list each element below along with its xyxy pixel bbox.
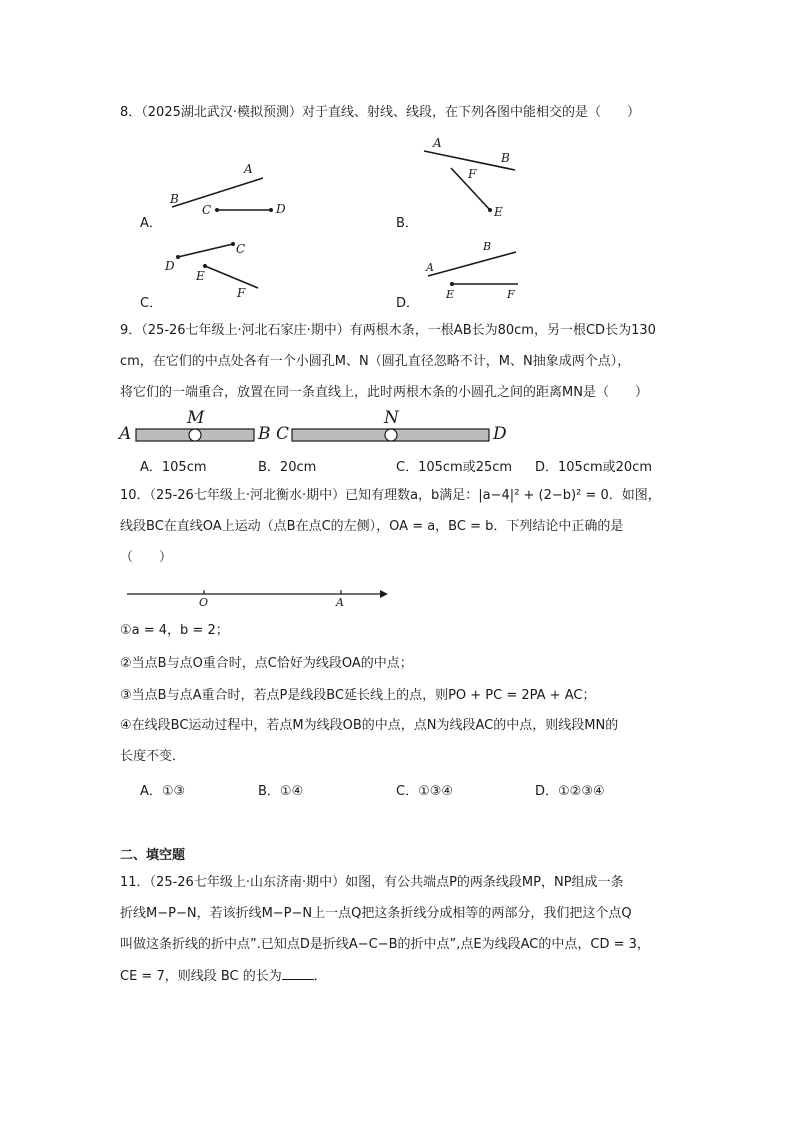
q11-line4-text: CE = 7，则线段 BC 的长为 [120, 969, 282, 984]
q9-line1: 9．（25-26七年级上·河北石家庄·期中）有两根木条，一根AB长为80cm，另一根CD长为130 [120, 323, 656, 338]
q8d-label-a: A [426, 261, 434, 274]
q9-line2: cm，在它们的中点处各有一个小圆孔M、N（圆孔直径忽略不计，M、N抽象成两个点）， [120, 354, 631, 369]
q11-line1: 11．（25-26七年级上·山东济南·期中）如图，有公共端点P的两条线段MP，NP组成一条 [120, 875, 624, 890]
q9-label-n: N [384, 408, 399, 428]
q8a-label-d: D [276, 202, 286, 216]
q9-option-b: B．20cm [258, 460, 317, 475]
q9-option-a: A．105cm [140, 460, 207, 475]
q10-option-b: B．①④ [258, 784, 304, 799]
q10-line3: （ ） [120, 550, 173, 565]
q9-option-d: D．105cm或20cm [535, 460, 652, 475]
answer-blank[interactable] [282, 967, 314, 980]
q10-line2: 线段BC在直线OA上运动（点B在点C的左侧），OA = a，BC = b．下列结论中正确的是 [120, 519, 624, 534]
q10-option-a: A．①③ [140, 784, 186, 799]
q11-line4-end: ． [313, 969, 327, 984]
q8c-label-d: D [165, 259, 175, 273]
q8b-label-f: F [468, 167, 477, 181]
section-title: 二、填空题 [120, 848, 186, 863]
q10-statement-3: ③当点B与点A重合时，若点P是线段BC延长线上的点，则PO + PC = 2PA + AC； [120, 688, 596, 703]
q8d-label-b: B [483, 240, 492, 253]
q10-option-d: D．①②③④ [535, 784, 605, 799]
q9-label-a: A [119, 424, 132, 444]
q8-option-a: A． [140, 216, 162, 231]
q10-label-o: O [199, 596, 209, 609]
q8b-label-b: B [501, 151, 510, 165]
q9-label-c: C [276, 424, 290, 444]
q8a-label-c: C [202, 203, 212, 217]
q8-option-c: C． [140, 296, 163, 311]
q9-label-d: D [493, 424, 507, 444]
q8a-label-b: B [170, 192, 179, 206]
q10-line1: 10．（25-26七年级上·河北衡水·期中）已知有理数a，b满足：|a−4|² + (2−b)² = 0．如图， [120, 488, 661, 503]
q9-label-b: B [258, 424, 271, 444]
q11-line2: 折线M−P−N，若该折线M−P−N上一点Q把这条折线分成相等的两部分，我们把这个点Q [120, 906, 632, 921]
q8-option-d: D． [396, 296, 420, 311]
q10-statement-4: ④在线段BC运动过程中，若点M为线段OB的中点，点N为线段AC的中点，则线段MN的 [120, 718, 619, 733]
q8d-label-e: E [446, 288, 455, 301]
q8d-label-f: F [507, 288, 515, 301]
q10-statement-2: ②当点B与点O重合时，点C恰好为线段OA的中点； [120, 656, 413, 671]
q10-option-c: C．①③④ [396, 784, 454, 799]
q8b-label-e: E [494, 205, 503, 219]
q11-line4 [120, 967, 327, 986]
q9-option-c: C．105cm或25cm [396, 460, 513, 475]
q8c-label-c: C [236, 242, 246, 256]
q8-stem: 8．（2025湖北武汉·模拟预测）对于直线、射线、线段，在下列各图中能相交的是（ ） [120, 105, 640, 120]
q8c-label-f: F [237, 286, 246, 300]
q8c-label-e: E [196, 269, 205, 283]
q11-line3: 叫做这条折线的折中点”.已知点D是折线A−C−B的折中点”,点E为线段AC的中点，CD = 3， [120, 937, 650, 952]
q9-label-m: M [187, 408, 205, 428]
q10-arrow [380, 590, 388, 598]
q10-statement-4-cont: 长度不变． [120, 749, 186, 764]
q10-label-a: A [336, 596, 344, 609]
q8a-label-a: A [244, 162, 253, 176]
q8b-label-a: A [433, 136, 442, 150]
q8-option-b: B． [396, 216, 418, 231]
q9-line3: 将它们的一端重合，放置在同一条直线上，此时两根木条的小圆孔之间的距离MN是（ ） [120, 385, 648, 400]
q10-statement-1: ①a = 4，b = 2； [120, 623, 229, 638]
